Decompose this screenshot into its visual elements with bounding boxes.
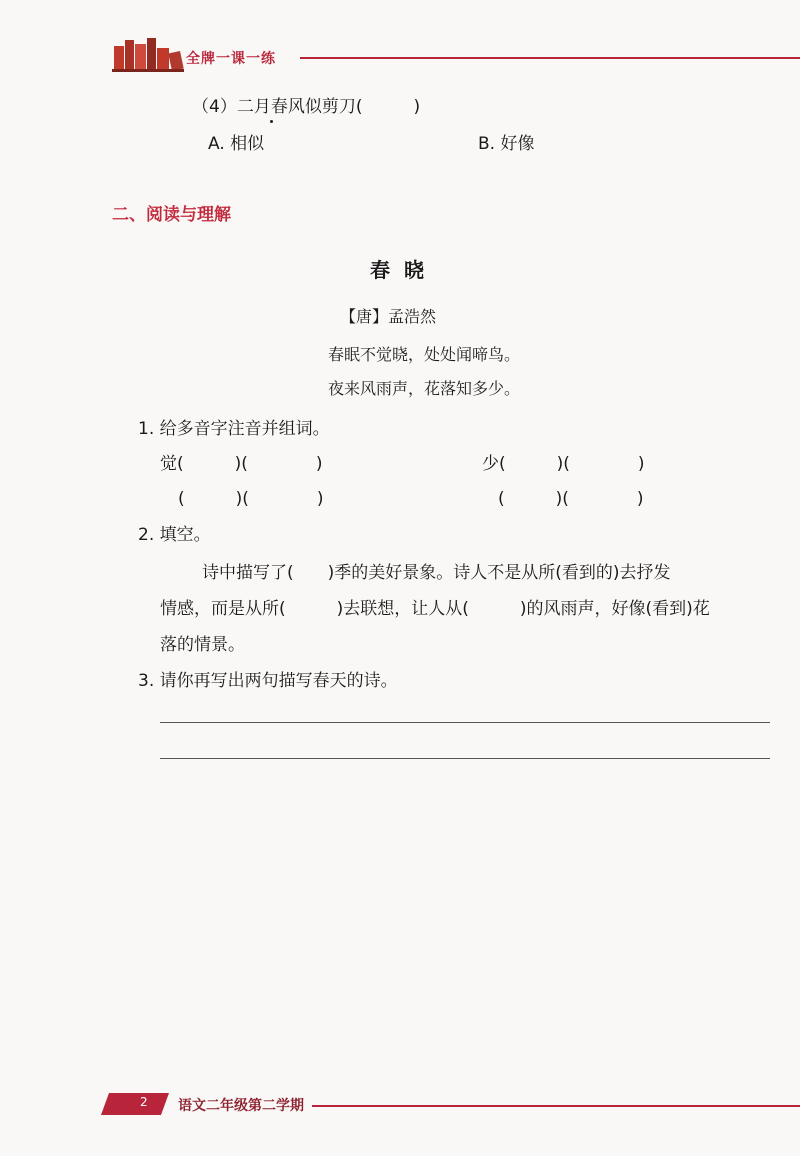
jue-answer-row-1: 觉( )( ) bbox=[160, 454, 323, 474]
fill-blank-line-2: 情感，而是从所( )去联想，让人从( )的风雨声，好像(看到)花 bbox=[160, 599, 710, 619]
poem-line-1: 春眠不觉晓，处处闻啼鸟。 bbox=[328, 345, 521, 364]
fill-blank-line-1: 诗中描写了( )季的美好景象。诗人不是从所(看到的)去抒发 bbox=[202, 563, 671, 583]
footer-page-tab bbox=[101, 1093, 169, 1115]
question-3-prompt: 3. 请你再写出两句描写春天的诗。 bbox=[138, 671, 398, 691]
poem-title: 春晓 bbox=[370, 258, 438, 282]
answer-line-1 bbox=[160, 722, 770, 723]
question-2-prompt: 2. 填空。 bbox=[138, 525, 211, 545]
shao-answer-row-1: 少( )( ) bbox=[482, 454, 645, 474]
footer-divider bbox=[312, 1105, 800, 1107]
books-logo-icon bbox=[112, 36, 184, 72]
header-title: 全牌一课一练 bbox=[186, 51, 276, 67]
answer-line-2 bbox=[160, 758, 770, 759]
shao-answer-row-2: ( )( ) bbox=[498, 489, 644, 509]
option-a: A. 相似 bbox=[208, 134, 265, 154]
header-divider bbox=[300, 57, 800, 59]
poem-author: 【唐】孟浩然 bbox=[340, 307, 437, 326]
page-number: 2 bbox=[140, 1095, 148, 1109]
question-item-4: （4）二月春风似剪刀( ) bbox=[192, 97, 421, 117]
footer-title: 语文二年级第二学期 bbox=[178, 1098, 304, 1114]
option-b: B. 好像 bbox=[478, 134, 535, 154]
fill-blank-line-3: 落的情景。 bbox=[160, 635, 245, 655]
section-heading: 二、阅读与理解 bbox=[112, 205, 231, 225]
jue-answer-row-2: ( )( ) bbox=[178, 489, 324, 509]
question-1-prompt: 1. 给多音字注音并组词。 bbox=[138, 419, 330, 439]
emphasis-dot bbox=[270, 120, 273, 123]
poem-line-2: 夜来风雨声，花落知多少。 bbox=[328, 379, 521, 398]
